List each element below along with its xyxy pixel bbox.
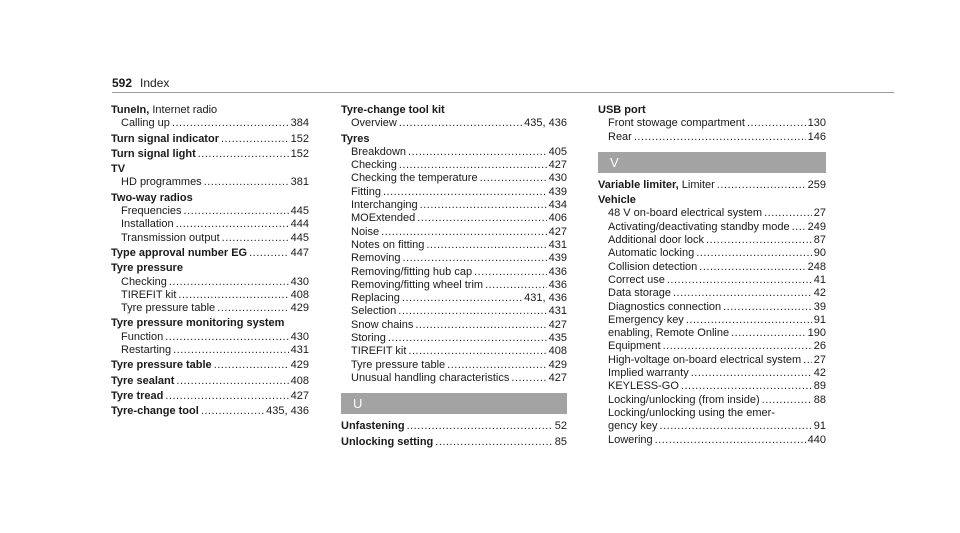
index-subentry-continued: Locking/unlocking using the emer-	[608, 406, 775, 419]
index-subentry[interactable]: Removing ..... 439	[341, 252, 567, 265]
index-subentry[interactable]: Interchanging ..... 434	[341, 199, 567, 212]
index-subentry[interactable]: Breakdown ..... 405	[341, 146, 567, 159]
index-subentry[interactable]: Notes on fitting ..... 431	[341, 239, 567, 252]
index-entry-tyre-sealant[interactable]: Tyre sealant ..... 408	[111, 375, 309, 388]
index-subentry[interactable]: Front stowage compartment ..... 130	[598, 117, 826, 130]
index-subentry[interactable]: Additional door lock ..... 87	[598, 234, 826, 247]
index-entry-two-way-radios: Two-way radios	[111, 191, 193, 204]
index-entry-turn-signal-light[interactable]: Turn signal light ..... 152	[111, 148, 309, 161]
index-subentry[interactable]: Removing/fitting wheel trim ..... 436	[341, 279, 567, 292]
index-entry-tyre-tread[interactable]: Tyre tread ..... 427	[111, 390, 309, 403]
index-entry-type-approval[interactable]: Type approval number EG ..... 447	[111, 247, 309, 260]
index-subentry[interactable]: Correct use ..... 41	[598, 274, 826, 287]
index-entry-unlocking-setting[interactable]: Unlocking setting ..... 85	[341, 436, 567, 449]
index-subentry[interactable]: 48 V on-board electrical system ..... 27	[598, 207, 826, 220]
index-subentry[interactable]: Checking ..... 430	[111, 276, 309, 289]
index-subentry[interactable]: Transmission output ..... 445	[111, 232, 309, 245]
index-subentry[interactable]: Automatic locking ..... 90	[598, 247, 826, 260]
index-entry-tyre-pressure-monitoring: Tyre pressure monitoring system	[111, 317, 285, 330]
index-subentry[interactable]: Diagnostics connection ..... 39	[598, 301, 826, 314]
index-subentry[interactable]: Removing/fitting hub cap ..... 436	[341, 266, 567, 279]
index-subentry[interactable]: Restarting ..... 431	[111, 344, 309, 357]
index-entry-tyre-change-tool[interactable]: Tyre-change tool ..... 435, 436	[111, 405, 309, 418]
index-subentry[interactable]: Overview ..... 435, 436	[341, 117, 567, 130]
index-entry-tyres: Tyres	[341, 132, 370, 145]
index-column-2	[341, 104, 567, 449]
index-subentry[interactable]: Data storage ..... 42	[598, 287, 826, 300]
page-number: 592	[112, 76, 133, 90]
index-subentry[interactable]: Collision detection ..... 248	[598, 261, 826, 274]
index-subentry[interactable]: Equipment ..... 26	[598, 340, 826, 353]
index-subentry[interactable]: Storing ..... 435	[341, 332, 567, 345]
index-entry-usb-port: USB port	[598, 104, 646, 116]
index-entry-tunein: TuneIn, Internet radio	[111, 104, 218, 116]
index-entry-turn-signal-indicator[interactable]: Turn signal indicator ..... 152	[111, 133, 309, 146]
index-subentry[interactable]: HD programmes ..... 381	[111, 176, 309, 189]
index-subentry[interactable]: Checking ..... 427	[341, 159, 567, 172]
index-subentry[interactable]: Emergency key ..... 91	[598, 314, 826, 327]
index-subentry[interactable]: MOExtended ..... 406	[341, 212, 567, 225]
index-subentry[interactable]: Selection ..... 431	[341, 305, 567, 318]
index-entry-tv: TV	[111, 163, 126, 176]
index-subentry[interactable]: KEYLESS-GO ..... 89	[598, 380, 826, 393]
section-letter-u: U	[341, 393, 567, 414]
index-subentry[interactable]: Function ..... 430	[111, 331, 309, 344]
index-subentry[interactable]: Calling up ..... 384	[111, 117, 309, 130]
index-subentry[interactable]: Locking/unlocking (from inside) ..... 88	[598, 394, 826, 407]
index-subentry[interactable]: Noise ..... 427	[341, 226, 567, 239]
index-subentry[interactable]: Replacing ..... 431, 436	[341, 292, 567, 305]
section-letter-v: V	[598, 152, 826, 173]
index-entry-tyre-pressure-table[interactable]: Tyre pressure table ..... 429	[111, 359, 309, 372]
index-subentry[interactable]: Snow chains ..... 427	[341, 319, 567, 332]
index-subentry[interactable]: Implied warranty ..... 42	[598, 367, 826, 380]
index-subentry[interactable]: enabling, Remote Online ..... 190	[598, 327, 826, 340]
index-subentry[interactable]: Unusual handling characteristics ..... 427	[341, 372, 567, 385]
header-rule	[112, 92, 894, 93]
index-subentry[interactable]: Tyre pressure table ..... 429	[341, 359, 567, 372]
index-subentry[interactable]: TIREFIT kit ..... 408	[341, 345, 567, 358]
index-subentry[interactable]: TIREFIT kit ..... 408	[111, 289, 309, 302]
index-subentry[interactable]: Installation ..... 444	[111, 218, 309, 231]
section-title: Index	[140, 76, 170, 90]
index-subentry[interactable]: gency key ..... 91	[598, 420, 826, 433]
index-subentry[interactable]: Activating/deactivating standby mode ..... 249	[598, 221, 826, 234]
index-subentry[interactable]: Lowering ..... 440	[598, 434, 826, 447]
index-entry-tyre-change-tool-kit: Tyre-change tool kit	[341, 104, 445, 116]
index-subentry[interactable]: Checking the temperature ..... 430	[341, 172, 567, 185]
index-subentry[interactable]: Frequencies ..... 445	[111, 205, 309, 218]
index-subentry[interactable]: Tyre pressure table ..... 429	[111, 302, 309, 315]
index-entry-unfastening[interactable]: Unfastening ..... 52	[341, 420, 567, 433]
index-subentry[interactable]: High-voltage on-board electrical system ..... 27	[598, 354, 826, 367]
page-header	[112, 76, 169, 90]
index-subentry[interactable]: Rear ..... 146	[598, 131, 826, 144]
index-entry-tyre-pressure: Tyre pressure	[111, 262, 183, 275]
index-entry-variable-limiter[interactable]: Variable limiter, Limiter ..... 259	[598, 179, 826, 192]
index-entry-vehicle: Vehicle	[598, 194, 636, 207]
index-column-1	[111, 104, 309, 419]
index-subentry[interactable]: Fitting ..... 439	[341, 186, 567, 199]
index-column-3	[598, 104, 826, 447]
